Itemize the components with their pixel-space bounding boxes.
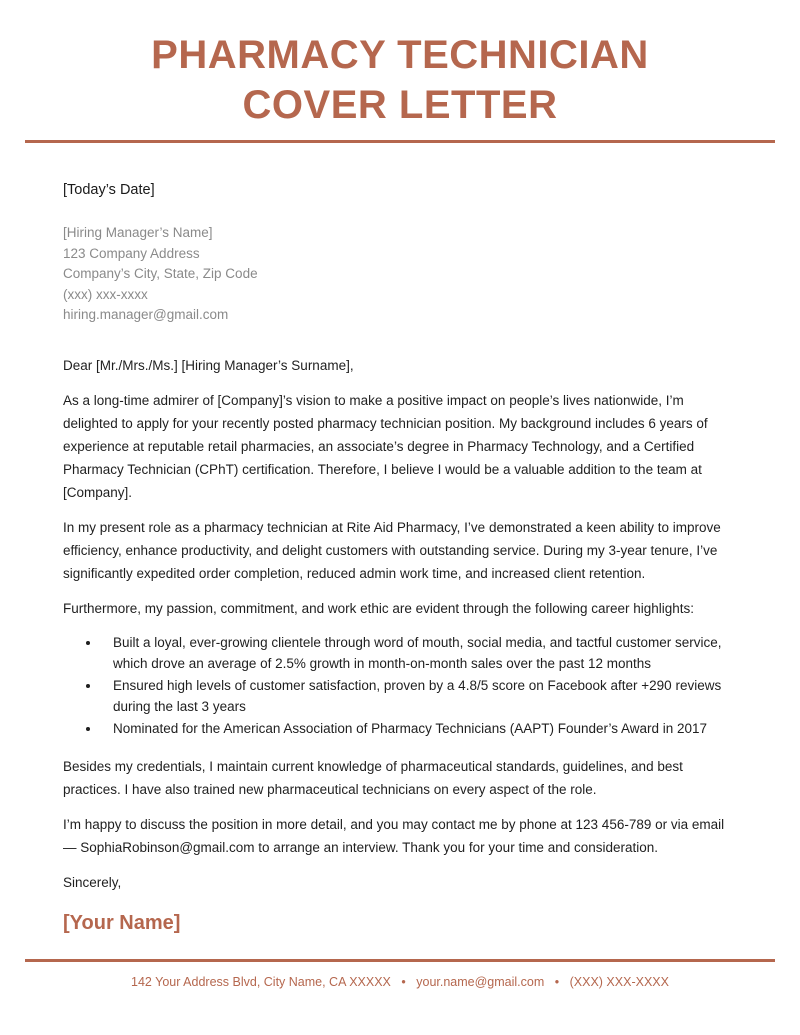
footer-phone: (XXX) XXX-XXXX xyxy=(569,975,669,989)
recipient-block xyxy=(63,223,737,326)
footer-separator: • xyxy=(401,975,406,989)
page-title xyxy=(25,30,775,130)
letter-body xyxy=(0,179,800,936)
date-line: [Today’s Date] xyxy=(63,182,155,198)
recipient-email: hiring.manager@gmail.com xyxy=(63,307,229,322)
title-line-1: PHARMACY TECHNICIAN xyxy=(151,33,649,77)
recipient-address: 123 Company Address xyxy=(63,245,200,261)
footer-separator: • xyxy=(554,975,560,989)
header-divider xyxy=(25,140,775,143)
paragraph-current-role: In my present role as a pharmacy technician at Rite Aid Pharmacy, I’ve demonstrated a keen ability to improve efficiency, enhance productivity, and delight customers with outstanding service. During my 3-year tenure, I’ve significantly expedited order completion, reduced admin work time, and increased client retention. xyxy=(63,519,721,581)
footer-email: your.name@gmail.com xyxy=(416,975,545,989)
list-item: • Nominated for the American Association of Pharmacy Technicians (AAPT) Founder’s Award in 2017 xyxy=(101,718,737,740)
recipient-name: [Hiring Manager’s Name] xyxy=(63,225,213,240)
greeting: Dear [Mr./Mrs./Ms.] [Hiring Manager’s Surname], xyxy=(63,357,354,373)
title-line-2: COVER LETTER xyxy=(242,83,558,127)
paragraph-highlights-intro: Furthermore, my passion, commitment, and work ethic are evident through the following career highlights: xyxy=(63,600,695,616)
footer xyxy=(0,974,800,991)
list-item: • Built a loyal, ever-growing clientele through word of mouth, social media, and tactful customer service, which drove an average of 2.5% growth in month-on-month sales over the past 12 months xyxy=(101,632,737,675)
signature-name: [Your Name] xyxy=(63,912,181,934)
career-highlights-list xyxy=(63,632,737,740)
footer-divider xyxy=(25,959,775,962)
recipient-phone: (xxx) xxx-xxxx xyxy=(63,286,148,302)
paragraph-contact: I’m happy to discuss the position in more detail, and you may contact me by phone at 123 456-789 or via email — SophiaRobinson@gmail.com to arrange an interview. Thank you for your time and consideration. xyxy=(63,817,725,855)
closing: Sincerely, xyxy=(63,875,122,890)
recipient-city-state-zip: Company’s City, State, Zip Code xyxy=(63,266,258,281)
footer-address: 142 Your Address Blvd, City Name, CA XXXXX xyxy=(131,975,391,989)
paragraph-credentials: Besides my credentials, I maintain current knowledge of pharmaceutical standards, guidelines, and best practices. I have also trained new pharmaceutical technicians on every aspect of the role. xyxy=(63,759,683,797)
list-item: • Ensured high levels of customer satisfaction, proven by a 4.8/5 score on Facebook after +290 reviews during the last 3 years xyxy=(101,675,737,718)
paragraph-intro: As a long-time admirer of [Company]’s vision to make a positive impact on people’s lives nationwide, I’m delighted to apply for your recently posted pharmacy technician position. My background includes 6 years of experience at reputable retail pharmacies, an associate’s degree in Pharmacy Technology, and a Certified Pharmacy Technician (CPhT) certification. Therefore, I believe I would be a valuable addition to the team at [Company]. xyxy=(63,392,708,500)
